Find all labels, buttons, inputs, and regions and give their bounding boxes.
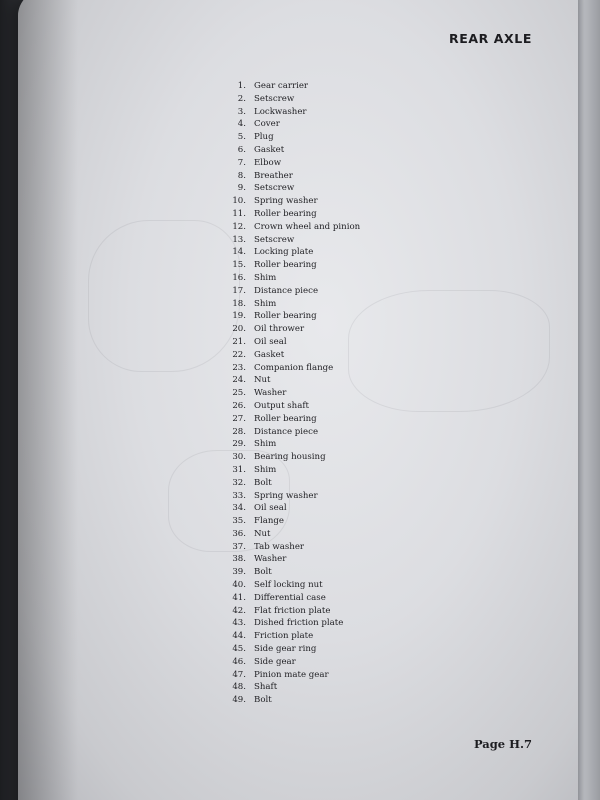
part-item	[224, 502, 360, 515]
part-number: 42.	[232, 605, 246, 616]
part-name: Tab washer	[254, 541, 305, 552]
part-item	[224, 400, 360, 413]
part-name: Setscrew	[254, 183, 295, 194]
part-item	[224, 426, 360, 439]
part-item	[224, 246, 360, 259]
part-item	[224, 221, 360, 234]
part-number: 37.	[232, 541, 246, 552]
part-number: 1.	[237, 81, 246, 91]
part-number: 49.	[232, 695, 246, 706]
part-name: Gasket	[254, 144, 285, 155]
part-number: 15.	[232, 260, 246, 271]
part-item	[224, 285, 360, 298]
part-item	[224, 80, 360, 93]
part-name: Locking plate	[254, 247, 314, 258]
part-number: 9.	[237, 183, 246, 194]
manual-page	[18, 0, 578, 800]
part-item	[224, 669, 360, 682]
part-item	[224, 541, 360, 554]
part-item	[224, 387, 360, 400]
part-item	[224, 182, 360, 195]
part-number: 41.	[232, 592, 246, 603]
part-item	[224, 592, 360, 605]
part-item	[224, 566, 360, 579]
part-name: Roller bearing	[254, 260, 317, 271]
part-number: 21.	[232, 336, 246, 347]
page-curl-shadow	[18, 0, 78, 800]
part-item	[224, 605, 360, 618]
part-item	[224, 490, 360, 503]
part-item	[224, 451, 360, 464]
part-name: Roller bearing	[254, 208, 317, 219]
part-item	[224, 515, 360, 528]
part-number: 36.	[232, 528, 246, 539]
part-item	[224, 323, 360, 336]
part-number: 3.	[237, 106, 246, 117]
part-name: Shim	[254, 464, 277, 475]
part-name: Bolt	[254, 477, 272, 488]
part-name: Washer	[254, 554, 287, 565]
part-item	[224, 106, 360, 119]
part-name: Friction plate	[254, 631, 314, 642]
part-item	[224, 336, 360, 349]
part-number: 26.	[232, 400, 246, 411]
part-number: 34.	[232, 503, 246, 514]
part-number: 32.	[232, 477, 246, 488]
part-item	[224, 298, 360, 311]
part-number: 38.	[232, 554, 246, 565]
part-number: 27.	[232, 413, 246, 424]
part-number: 16.	[232, 272, 246, 283]
part-name: Oil seal	[254, 503, 287, 514]
part-number: 43.	[232, 618, 246, 629]
part-name: Bearing housing	[254, 452, 326, 463]
part-name: Crown wheel and pinion	[254, 221, 361, 232]
part-name: Shim	[254, 298, 277, 309]
part-item	[224, 349, 360, 362]
part-number: 25.	[232, 388, 246, 399]
part-number: 20.	[232, 324, 246, 335]
part-item	[224, 694, 360, 707]
part-item	[224, 234, 360, 247]
part-number: 13.	[232, 234, 246, 245]
part-number: 4.	[237, 119, 246, 130]
part-item	[224, 477, 360, 490]
part-number: 35.	[232, 516, 246, 527]
page-number: Page H.7	[473, 737, 532, 751]
part-number: 6.	[237, 144, 246, 155]
part-item	[224, 643, 360, 656]
part-name: Flat friction plate	[254, 605, 331, 616]
part-item	[224, 310, 360, 323]
part-name: Flange	[254, 516, 284, 527]
part-number: 23.	[232, 362, 246, 373]
part-number: 24.	[232, 375, 246, 386]
part-number: 8.	[237, 170, 246, 181]
part-name: Bolt	[254, 567, 272, 578]
part-name: Shim	[254, 272, 277, 283]
part-item	[224, 131, 360, 144]
part-name: Nut	[254, 375, 271, 386]
part-number: 33.	[232, 490, 246, 501]
part-item	[224, 438, 360, 451]
part-item	[224, 93, 360, 106]
part-name: Companion flange	[254, 362, 334, 373]
part-item	[224, 170, 360, 183]
part-name: Dished friction plate	[254, 618, 344, 629]
part-item	[224, 617, 360, 630]
part-item	[224, 144, 360, 157]
part-item	[224, 259, 360, 272]
part-name: Cover	[254, 119, 280, 130]
part-name: Plug	[254, 132, 274, 143]
part-name: Oil seal	[254, 336, 287, 347]
part-number: 40.	[232, 580, 246, 591]
part-number: 14.	[232, 247, 246, 258]
part-name: Setscrew	[254, 234, 295, 245]
part-number: 47.	[232, 669, 246, 680]
part-name: Shim	[254, 439, 277, 450]
part-number: 44.	[232, 631, 246, 642]
part-item	[224, 464, 360, 477]
part-number: 45.	[232, 644, 246, 655]
part-name: Washer	[254, 388, 287, 399]
part-name: Roller bearing	[254, 413, 317, 424]
part-number: 12.	[232, 221, 246, 232]
part-number: 17.	[232, 285, 246, 296]
part-name: Gasket	[254, 349, 285, 360]
part-name: Self locking nut	[254, 580, 323, 591]
part-name: Distance piece	[254, 426, 319, 437]
part-name: Oil thrower	[254, 324, 305, 335]
part-number: 31.	[232, 464, 246, 475]
part-item	[224, 374, 360, 387]
part-number: 10.	[232, 196, 246, 207]
part-number: 48.	[232, 682, 246, 693]
part-item	[224, 681, 360, 694]
part-number: 28.	[232, 426, 246, 437]
part-number: 5.	[237, 132, 246, 143]
part-name: Roller bearing	[254, 311, 317, 322]
part-item	[224, 553, 360, 566]
part-item	[224, 362, 360, 375]
part-item	[224, 118, 360, 131]
section-title: REAR AXLE	[448, 31, 532, 46]
part-name: Elbow	[254, 157, 282, 168]
part-name: Gear carrier	[254, 81, 309, 91]
part-name: Setscrew	[254, 93, 295, 104]
part-item	[224, 195, 360, 208]
parts-list	[224, 80, 360, 707]
part-item	[224, 208, 360, 221]
part-number: 46.	[232, 656, 246, 667]
part-name: Output shaft	[254, 400, 309, 411]
part-item	[224, 157, 360, 170]
part-name: Distance piece	[254, 285, 319, 296]
part-name: Nut	[254, 528, 271, 539]
part-item	[224, 630, 360, 643]
part-name: Shaft	[254, 682, 278, 693]
part-number: 2.	[237, 93, 246, 104]
show-through-illustration	[88, 220, 240, 372]
part-name: Lockwasher	[254, 106, 307, 117]
part-number: 30.	[232, 452, 246, 463]
part-number: 7.	[237, 157, 246, 168]
part-number: 19.	[232, 311, 246, 322]
part-name: Pinion mate gear	[254, 669, 329, 680]
part-name: Side gear ring	[254, 644, 317, 655]
part-number: 22.	[232, 349, 246, 360]
part-item	[224, 579, 360, 592]
part-name: Spring washer	[254, 196, 318, 207]
part-number: 29.	[232, 439, 246, 450]
part-number: 11.	[232, 208, 246, 219]
part-number: 39.	[232, 567, 246, 578]
part-item	[224, 528, 360, 541]
part-name: Differential case	[254, 592, 326, 603]
show-through-illustration	[348, 290, 550, 412]
part-number: 18.	[232, 298, 246, 309]
part-name: Spring washer	[254, 490, 318, 501]
part-item	[224, 656, 360, 669]
part-item	[224, 413, 360, 426]
part-name: Bolt	[254, 695, 272, 706]
part-name: Breather	[254, 170, 293, 181]
part-name: Side gear	[254, 656, 296, 667]
part-item	[224, 272, 360, 285]
